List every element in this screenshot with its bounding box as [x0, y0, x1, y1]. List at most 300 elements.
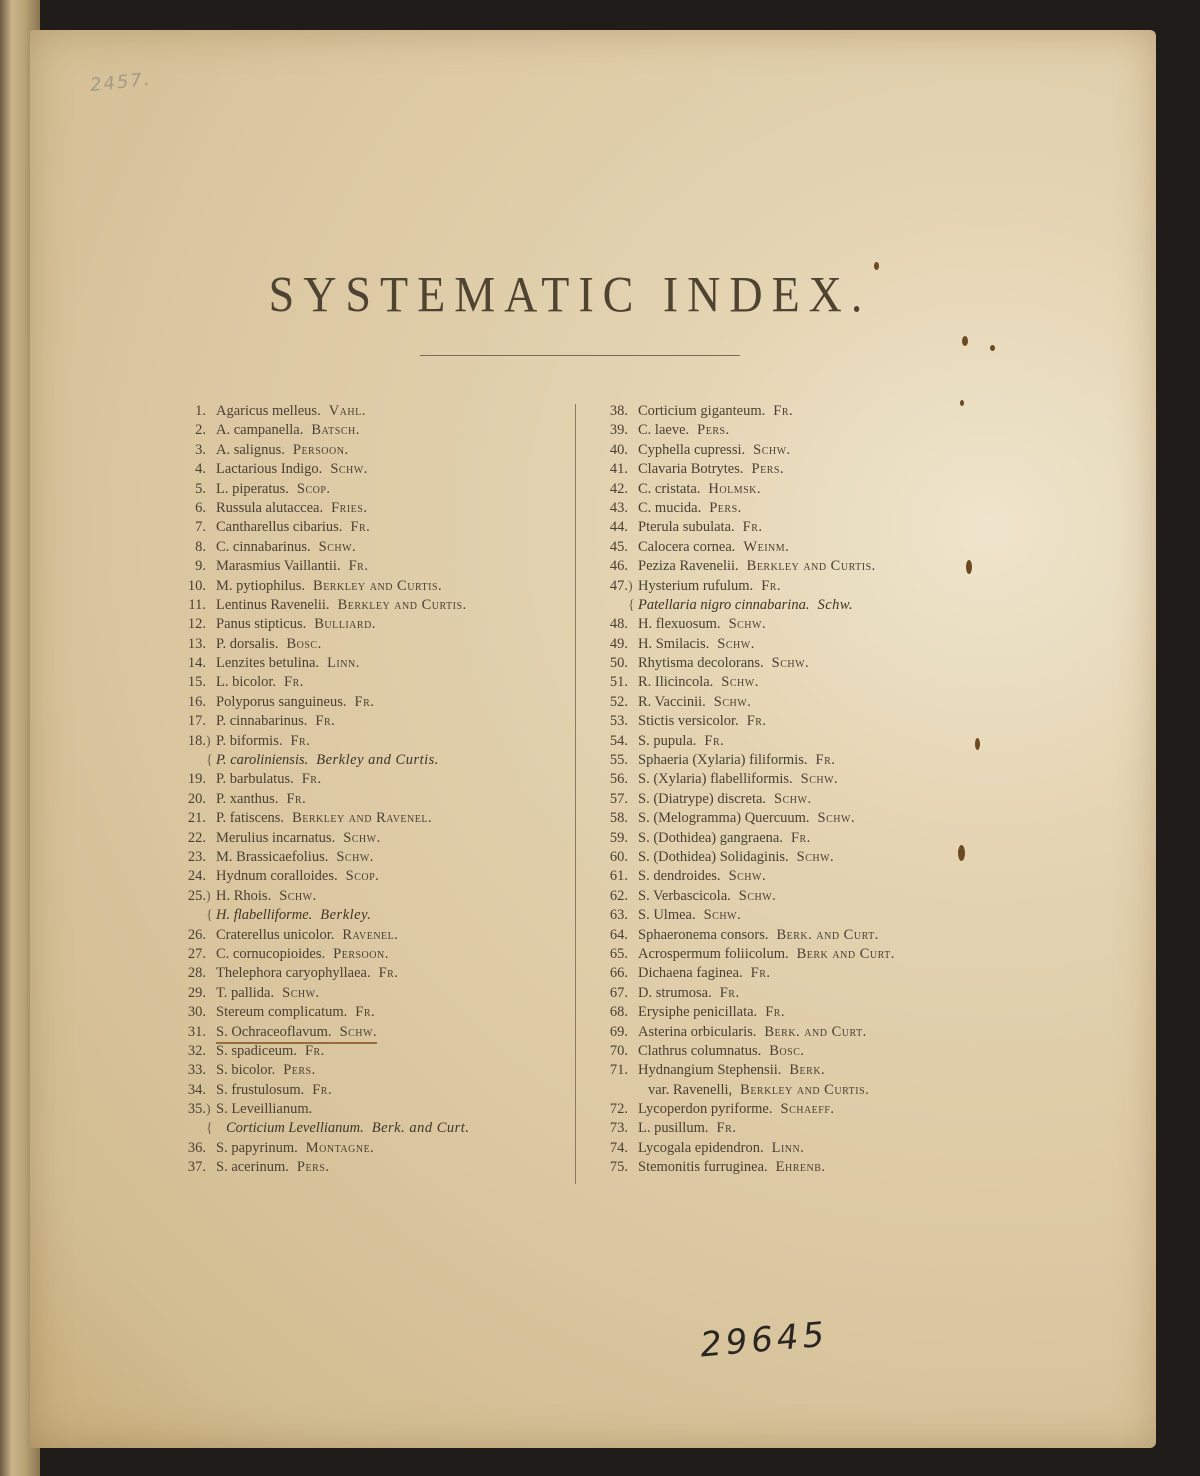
species-author: Batsch.	[311, 422, 360, 439]
entry-number: 14.	[187, 655, 206, 672]
species-author: Persoon.	[333, 945, 389, 962]
index-entry	[168, 635, 578, 654]
entry-number: 52.	[609, 693, 628, 710]
entry-text	[216, 964, 398, 983]
entry-text	[638, 848, 834, 867]
species-name: S. (Dothidea) gangraena.	[638, 829, 783, 846]
entry-text	[638, 421, 730, 440]
species-author: Berkley and Curtis.	[337, 596, 467, 613]
species-name: S. (Dothidea) Solidaginis.	[638, 848, 789, 865]
entry-text	[216, 480, 331, 499]
species-author: Schw.	[279, 887, 317, 904]
index-entry	[590, 635, 990, 654]
index-entry	[168, 654, 578, 673]
index-entry	[590, 809, 990, 828]
species-name: P. dorsalis.	[216, 635, 279, 652]
index-entry	[590, 654, 990, 673]
entry-text	[216, 673, 304, 692]
species-name: S. bicolor.	[216, 1062, 276, 1079]
species-author: Schw.	[717, 635, 755, 652]
index-entry	[590, 790, 990, 809]
entry-number: 46.	[609, 558, 628, 575]
entry-text	[638, 732, 724, 751]
index-entry	[168, 1003, 578, 1022]
species-name: Stereum complicatum.	[216, 1004, 348, 1021]
index-entry	[168, 480, 578, 499]
species-author: Schw.	[336, 848, 374, 865]
index-entry	[590, 1139, 990, 1158]
entry-number: 62.	[609, 887, 628, 904]
species-author: Schw.	[728, 616, 767, 633]
index-entry	[168, 1081, 578, 1100]
index-entry	[168, 1158, 578, 1177]
species-name: M. pytiophilus.	[216, 577, 306, 594]
species-name: Lycogala epidendron.	[638, 1139, 764, 1156]
species-author: Berkley and Curtis.	[316, 752, 439, 769]
species-name: Cyphella cupressi.	[638, 441, 746, 458]
species-name: R. Ilicincola.	[638, 674, 714, 691]
entry-number: 4.	[195, 461, 206, 478]
entry-text	[216, 1061, 316, 1080]
entry-text	[216, 751, 439, 770]
species-author: Berk. and Curt.	[764, 1023, 867, 1040]
entry-number: 71.	[609, 1062, 628, 1079]
index-entry	[168, 887, 578, 906]
index-entry	[168, 460, 578, 479]
index-entry	[168, 1119, 578, 1138]
species-author: Pers.	[697, 422, 730, 439]
species-name: P. fatiscens.	[216, 810, 285, 827]
species-author: Fr.	[312, 1081, 333, 1098]
species-name: S. (Diatrype) discreta.	[638, 790, 767, 807]
species-name: Lycoperdon pyriforme.	[638, 1101, 773, 1118]
species-name: Corticium Levellianum.	[226, 1120, 364, 1137]
species-author: Schw.	[728, 868, 767, 885]
species-name: S. papyrinum.	[216, 1139, 298, 1156]
entry-text	[216, 732, 310, 751]
species-author: Schw.	[318, 538, 357, 555]
foxing-spot	[874, 262, 879, 270]
species-author: Fr.	[304, 1042, 325, 1059]
index-entry	[168, 1100, 578, 1119]
entry-text	[638, 693, 751, 712]
title-rule	[420, 355, 740, 356]
species-author: Fr.	[284, 674, 304, 691]
species-author: Linn.	[327, 655, 360, 672]
entry-number: 11.	[188, 596, 206, 613]
species-author: Fr.	[750, 965, 771, 982]
index-entry	[590, 1119, 990, 1138]
index-entry	[168, 402, 578, 421]
species-author: Schw.	[774, 790, 812, 807]
entry-number: 61.	[609, 868, 628, 885]
species-author: Schw.	[713, 693, 752, 710]
index-entry	[590, 441, 990, 460]
entry-text	[638, 887, 776, 906]
entry-number: 15.	[187, 674, 206, 691]
index-entry	[590, 829, 990, 848]
entry-number: 37.	[187, 1159, 206, 1176]
entry-text	[216, 615, 376, 634]
entry-number: 35.	[187, 1101, 206, 1118]
species-name: Russula alutaccea.	[216, 499, 324, 516]
index-entry	[590, 712, 990, 731]
entry-text	[638, 1061, 825, 1080]
species-author: Berkley and Curtis.	[746, 558, 876, 575]
entry-number: 6.	[195, 499, 206, 516]
species-author: Schw.	[721, 674, 759, 691]
species-author: Linn.	[771, 1139, 805, 1156]
entry-number: 24.	[187, 868, 206, 885]
species-author: Ravenel.	[342, 926, 399, 943]
index-entry	[590, 480, 990, 499]
entry-text	[638, 1119, 736, 1138]
entry-number: 64.	[609, 926, 628, 943]
entry-number: 63.	[609, 907, 628, 924]
species-name: Hydnum coralloides.	[216, 868, 338, 885]
entry-text	[638, 984, 740, 1003]
entry-text	[216, 402, 366, 421]
entry-number: 49.	[609, 635, 628, 652]
entry-number: 18.	[187, 732, 206, 749]
entry-text	[216, 499, 367, 518]
entry-text	[638, 596, 853, 615]
entry-number: 13.	[187, 635, 206, 652]
entry-text	[638, 635, 755, 654]
entry-text	[216, 926, 398, 945]
entry-number: 70.	[609, 1042, 628, 1059]
entry-text	[216, 635, 322, 654]
entry-number: 69.	[609, 1023, 628, 1040]
species-author: Berk.	[789, 1062, 826, 1079]
species-name: Calocera cornea.	[638, 538, 736, 555]
species-author: Fr.	[290, 732, 311, 749]
species-name: R. Vaccinii.	[638, 693, 706, 710]
entry-text	[216, 1003, 375, 1022]
entry-number: 65.	[609, 945, 628, 962]
index-entry	[590, 926, 990, 945]
entry-text	[216, 1023, 377, 1044]
entry-text	[216, 984, 320, 1003]
index-entry	[168, 1023, 578, 1042]
entry-number: 43.	[609, 499, 628, 516]
index-entry	[168, 964, 578, 983]
entry-text	[638, 673, 759, 692]
species-name: H. flabelliforme.	[216, 907, 313, 924]
species-author: Scop.	[296, 480, 331, 497]
species-author: Scop.	[345, 868, 380, 885]
species-name: S. (Melogramma) Quercuum.	[638, 810, 810, 827]
species-name: Craterellus unicolor.	[216, 926, 335, 943]
species-author: Schw.	[753, 441, 791, 458]
species-author: Schw.	[817, 596, 854, 613]
species-name: Cantharellus cibarius.	[216, 519, 343, 536]
index-entry	[590, 499, 990, 518]
entry-text	[216, 945, 389, 964]
handwritten-accession-number: 29645	[698, 1314, 830, 1366]
species-name: S. dendroides.	[638, 868, 721, 885]
species-author: Schw.	[703, 907, 742, 924]
index-entry	[590, 693, 990, 712]
entry-text	[638, 867, 766, 886]
entry-number: 31.	[187, 1023, 206, 1040]
species-author: Fr.	[348, 558, 369, 575]
entry-number: 27.	[187, 945, 206, 962]
entry-number: 29.	[187, 984, 206, 1001]
species-author: Berkley and Ravenel.	[292, 810, 433, 827]
index-entry	[168, 441, 578, 460]
entry-text	[216, 848, 374, 867]
species-author: Schw.	[330, 461, 368, 478]
species-name: Peziza Ravenelii.	[638, 558, 739, 575]
entry-text	[638, 480, 761, 499]
entry-number: 56.	[609, 771, 628, 788]
foxing-spot	[966, 560, 972, 574]
species-author: Ehrenb.	[775, 1159, 826, 1176]
species-author: Fr.	[286, 790, 307, 807]
species-name: Merulius incarnatus.	[216, 829, 336, 846]
entry-number: 75.	[609, 1159, 628, 1176]
entry-text	[638, 770, 838, 789]
species-name: S. spadiceum.	[216, 1042, 297, 1059]
foxing-spot	[962, 336, 968, 346]
index-entry	[590, 460, 990, 479]
species-author: Holmsk.	[708, 480, 762, 497]
entry-text	[216, 1100, 320, 1119]
foxing-spot	[958, 845, 965, 861]
synonym-brace: )	[206, 733, 211, 749]
entry-text	[216, 770, 322, 789]
entry-text	[216, 557, 368, 576]
index-entry	[168, 790, 578, 809]
species-name: S. Ulmea.	[638, 907, 696, 924]
entry-number: 54.	[609, 732, 628, 749]
species-author: Fr.	[815, 752, 836, 769]
species-author: Fr.	[719, 984, 740, 1001]
entry-text	[216, 1139, 374, 1158]
synonym-brace: {	[206, 1121, 213, 1137]
entry-number: 33.	[187, 1062, 206, 1079]
entry-number: 21.	[187, 810, 206, 827]
species-name: P. caroliniensis.	[216, 752, 309, 769]
species-name: P. cinnabarinus.	[216, 713, 308, 730]
index-entry	[590, 421, 990, 440]
entry-text	[216, 693, 374, 712]
index-entry	[590, 945, 990, 964]
index-entry	[168, 1061, 578, 1080]
species-author: Fr.	[746, 713, 767, 730]
species-author: Berkley and Curtis.	[313, 577, 443, 594]
index-entry	[590, 1100, 990, 1119]
index-entry	[590, 964, 990, 983]
index-entry	[590, 1081, 990, 1100]
index-entry	[168, 1042, 578, 1061]
entry-number: 42.	[609, 480, 628, 497]
index-entry	[168, 518, 578, 537]
entry-text	[216, 538, 356, 557]
species-author: Pers.	[283, 1062, 316, 1079]
synonym-brace: {	[206, 908, 213, 924]
index-entry	[168, 712, 578, 731]
foxing-spot	[960, 400, 964, 406]
entry-text	[638, 654, 809, 673]
entry-text	[638, 712, 767, 731]
entry-text	[638, 829, 811, 848]
species-name: Lenzites betulina.	[216, 655, 320, 672]
species-name: S. pupula.	[638, 732, 697, 749]
species-author: Schw.	[738, 887, 777, 904]
species-name: L. bicolor.	[216, 674, 277, 691]
entry-number: 34.	[187, 1081, 206, 1098]
entry-text	[638, 906, 741, 925]
species-author: Pers.	[751, 461, 785, 478]
entry-text	[216, 518, 370, 537]
index-column-left	[168, 402, 578, 1178]
page-title: SYSTEMATIC INDEX.	[268, 266, 872, 323]
species-author: Fr.	[761, 577, 782, 594]
entry-number: 41.	[609, 461, 628, 478]
entry-number: 59.	[609, 829, 628, 846]
entry-text	[216, 790, 306, 809]
species-author: Fr.	[716, 1120, 737, 1137]
entry-number: 48.	[609, 616, 628, 633]
entry-text	[638, 926, 879, 945]
entry-text	[638, 499, 742, 518]
species-author: Fr.	[301, 771, 322, 788]
species-name: M. Brassicaefolius.	[216, 848, 329, 865]
species-name: Polyporus sanguineus.	[216, 693, 347, 710]
entry-number: 38.	[609, 403, 628, 419]
species-name: Hydnangium Stephensii.	[638, 1062, 782, 1079]
species-author: Fr.	[315, 713, 336, 730]
species-name: S. Ochraceoflavum.	[216, 1023, 332, 1040]
species-author: Schw.	[771, 655, 810, 672]
synonym-brace: )	[206, 888, 211, 904]
species-name: S. frustulosum.	[216, 1081, 305, 1098]
entry-number: 51.	[609, 674, 628, 691]
species-name: Hysterium rufulum.	[638, 577, 754, 594]
entry-text	[638, 615, 766, 634]
index-entry	[590, 770, 990, 789]
species-author: Fr.	[350, 519, 371, 536]
entry-number: 9.	[195, 558, 206, 575]
index-entry	[590, 867, 990, 886]
entry-number: 73.	[609, 1120, 628, 1137]
entry-number: 47.	[609, 577, 628, 594]
entry-text	[216, 906, 371, 925]
entry-number: 40.	[609, 441, 628, 458]
species-name: S. acerinum.	[216, 1159, 289, 1176]
entry-number: 66.	[609, 965, 628, 982]
entry-number: 16.	[187, 693, 206, 710]
index-entry	[590, 1042, 990, 1061]
entry-text	[638, 1100, 835, 1119]
species-author: Fr.	[790, 829, 811, 846]
species-name: S. Verbascicola.	[638, 887, 731, 904]
entry-text	[648, 1081, 869, 1100]
species-author: Bosc.	[769, 1042, 805, 1059]
entry-text	[638, 460, 784, 479]
species-author: Pers.	[296, 1159, 330, 1176]
species-author: Fr.	[742, 519, 763, 536]
species-name: C. mucida.	[638, 499, 702, 516]
index-column-right	[590, 402, 990, 1178]
index-entry	[590, 751, 990, 770]
foxing-spot	[990, 345, 995, 351]
entry-number: 5.	[195, 480, 206, 497]
species-author: Schw.	[339, 1023, 378, 1040]
column-divider	[575, 404, 576, 1184]
entry-number: 20.	[187, 790, 206, 807]
entry-text	[638, 1158, 826, 1177]
species-name: Dichaena faginea.	[638, 965, 743, 982]
species-name: A. campanella.	[216, 422, 304, 439]
entry-number: 39.	[609, 422, 628, 439]
index-entry	[590, 887, 990, 906]
entry-number: 58.	[609, 810, 628, 827]
index-entry	[168, 596, 578, 615]
species-name: T. pallida.	[216, 984, 275, 1001]
species-name: Erysiphe penicillata.	[638, 1004, 758, 1021]
entry-text	[216, 1081, 332, 1100]
index-entry	[168, 809, 578, 828]
species-author: Schaeff.	[780, 1101, 835, 1118]
entry-text	[638, 1139, 804, 1158]
entry-text	[638, 518, 763, 537]
entry-text	[216, 441, 349, 460]
entry-text	[638, 557, 876, 576]
species-name: Stemonitis furruginea.	[638, 1159, 768, 1176]
species-name: Corticium giganteum.	[638, 403, 766, 419]
species-name: Lentinus Ravenelii.	[216, 596, 330, 613]
entry-number: 74.	[609, 1139, 628, 1156]
entry-number: 2.	[195, 422, 206, 439]
species-author: Schw.	[800, 771, 839, 788]
species-author: Fr.	[773, 403, 794, 419]
species-name: Stictis versicolor.	[638, 713, 739, 730]
entry-number: 60.	[609, 848, 628, 865]
species-name: Sphaeria (Xylaria) filiformis.	[638, 752, 808, 769]
species-author: Schw.	[796, 848, 835, 865]
entry-text	[216, 829, 381, 848]
index-entry	[590, 402, 990, 421]
species-name: Asterina orbicularis.	[638, 1023, 757, 1040]
species-author: Schw.	[817, 810, 856, 827]
index-entry	[590, 518, 990, 537]
entry-number: 10.	[187, 577, 206, 594]
index-entry	[590, 577, 990, 596]
species-author: Weinm.	[743, 538, 790, 555]
entry-text	[216, 712, 335, 731]
synonym-brace: {	[628, 597, 635, 613]
species-author: Berk. and Curt.	[371, 1120, 470, 1137]
species-name: P. xanthus.	[216, 790, 279, 807]
entry-number: 8.	[195, 538, 206, 555]
entry-number: 72.	[609, 1101, 628, 1118]
entry-text	[638, 809, 855, 828]
index-entry	[168, 906, 578, 925]
species-name: H. Smilacis.	[638, 635, 710, 652]
species-author: Fr.	[704, 732, 725, 749]
index-entry	[168, 1139, 578, 1158]
species-name: Acrospermum foliicolum.	[638, 945, 789, 962]
index-entry	[590, 848, 990, 867]
index-entry	[168, 577, 578, 596]
species-author: Fr.	[765, 1004, 786, 1021]
species-name: var. Ravenelli,	[648, 1081, 733, 1098]
entry-text	[226, 1119, 469, 1138]
index-entry	[168, 673, 578, 692]
